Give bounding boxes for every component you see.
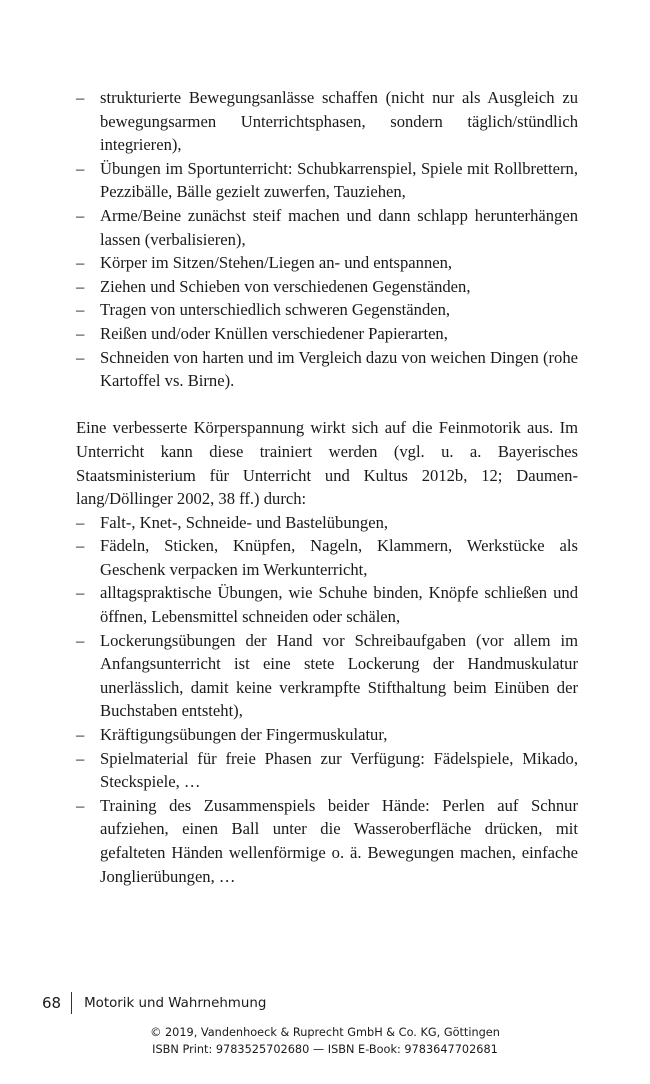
dash-bullet: – [76, 88, 85, 107]
list-item: – Training des Zusammenspiels beider Hände: Perlen auf Schnur aufziehen, einen Ball unter die Wasseroberfläche drücken, mit gefalteten Händen wellenförmige o. ä. Bewegungen machen, einfache Jonglierübungen, … [76, 795, 578, 886]
copyright-line: © 2019, Vandenhoeck & Ruprecht GmbH & Co. KG, Göttingen [150, 1026, 500, 1039]
list-item: – Ziehen und Schieben von verschiedenen Gegenständen, [76, 275, 578, 299]
dash-bullet: – [76, 323, 85, 343]
list-item: – Körper im Sitzen/Stehen/Liegen an- und entspannen, [76, 251, 578, 275]
dash-bullet: – [76, 748, 85, 768]
footer-divider [71, 992, 72, 1014]
copyright-notice [0, 1024, 650, 1058]
dash-bullet: – [76, 583, 85, 603]
dash-bullet: – [76, 630, 85, 650]
dash-bullet: – [76, 158, 85, 178]
list-item: – Fädeln, Sticken, Knüpfen, Nageln, Klammern, Werkstücke als Geschenk verpacken im Werkunterricht, [76, 536, 578, 579]
isbn-line: ISBN Print: 9783525702680 — ISBN E-Book: 9783647702681 [152, 1043, 498, 1056]
dash-bullet: – [76, 347, 85, 367]
list-item: – strukturierte Bewegungsanlässe schaffen (nicht nur als Ausgleich zu bewegungsarmen Unterrichtsphasen, sondern täglich/stündlich integrieren), [76, 88, 578, 155]
page-number: 68 [42, 994, 62, 1012]
intro-paragraph: Eine verbesserte Körperspannung wirkt sich auf die Feinmotorik aus. Im Unterricht kann diese trainiert werden (vgl. u. a. Bayerisches Staatsministerium für Unterricht und Kultus 2012b, 12; Daumenlang/Döllinger 2002, 38 ff.) durch: [76, 418, 578, 509]
list-item: – alltagspraktische Übungen, wie Schuhe binden, Knöpfe schließen und öffnen, Lebensmittel schneiden oder schälen, [76, 583, 578, 627]
list-item: – Übungen im Sportunterricht: Schubkarrenspiel, Spiele mit Rollbrettern, Pezzibälle, Bälle gezielt zuwerfen, Tauziehen, [76, 158, 578, 202]
page-footer [42, 992, 266, 1014]
dash-bullet: – [76, 725, 85, 745]
dash-bullet: – [76, 276, 85, 296]
page-body [76, 86, 578, 888]
dash-bullet: – [76, 205, 85, 225]
exercise-list-fine-motor [76, 511, 578, 889]
section-title: Motorik und Wahrnehmung [84, 995, 267, 1011]
list-item: – Falt-, Knet-, Schneide- und Bastelübungen, [76, 511, 578, 535]
exercise-list-body-tension [76, 86, 578, 393]
list-item: – Kräftigungsübungen der Fingermuskulatur, [76, 723, 578, 747]
list-item: – Arme/Beine zunächst steif machen und dann schlapp herunterhängen lassen (verbalisieren), [76, 205, 578, 249]
dash-bullet: – [76, 300, 85, 320]
list-item: – Schneiden von harten und im Vergleich dazu von weichen Dingen (rohe Kartoffel vs. Birne). [76, 347, 578, 391]
dash-bullet: – [76, 253, 85, 273]
dash-bullet: – [76, 512, 85, 532]
dash-bullet: – [76, 536, 85, 556]
list-item: – Reißen und/oder Knüllen verschiedener Papierarten, [76, 322, 578, 346]
list-item: – Spielmaterial für freie Phasen zur Verfügung: Fädelspiele, Mikado, Steckspiele, … [76, 748, 578, 792]
list-item: – Tragen von unterschiedlich schweren Gegenständen, [76, 298, 578, 322]
dash-bullet: – [76, 795, 85, 815]
list-item: – Lockerungsübungen der Hand vor Schreibaufgaben (vor allem im Anfangsunterricht ist eine stete Lockerung der Handmuskulatur unerlässlich, damit keine verkrampfte Stifthaltung beim Einüben der Buchstaben entsteht), [76, 630, 578, 721]
